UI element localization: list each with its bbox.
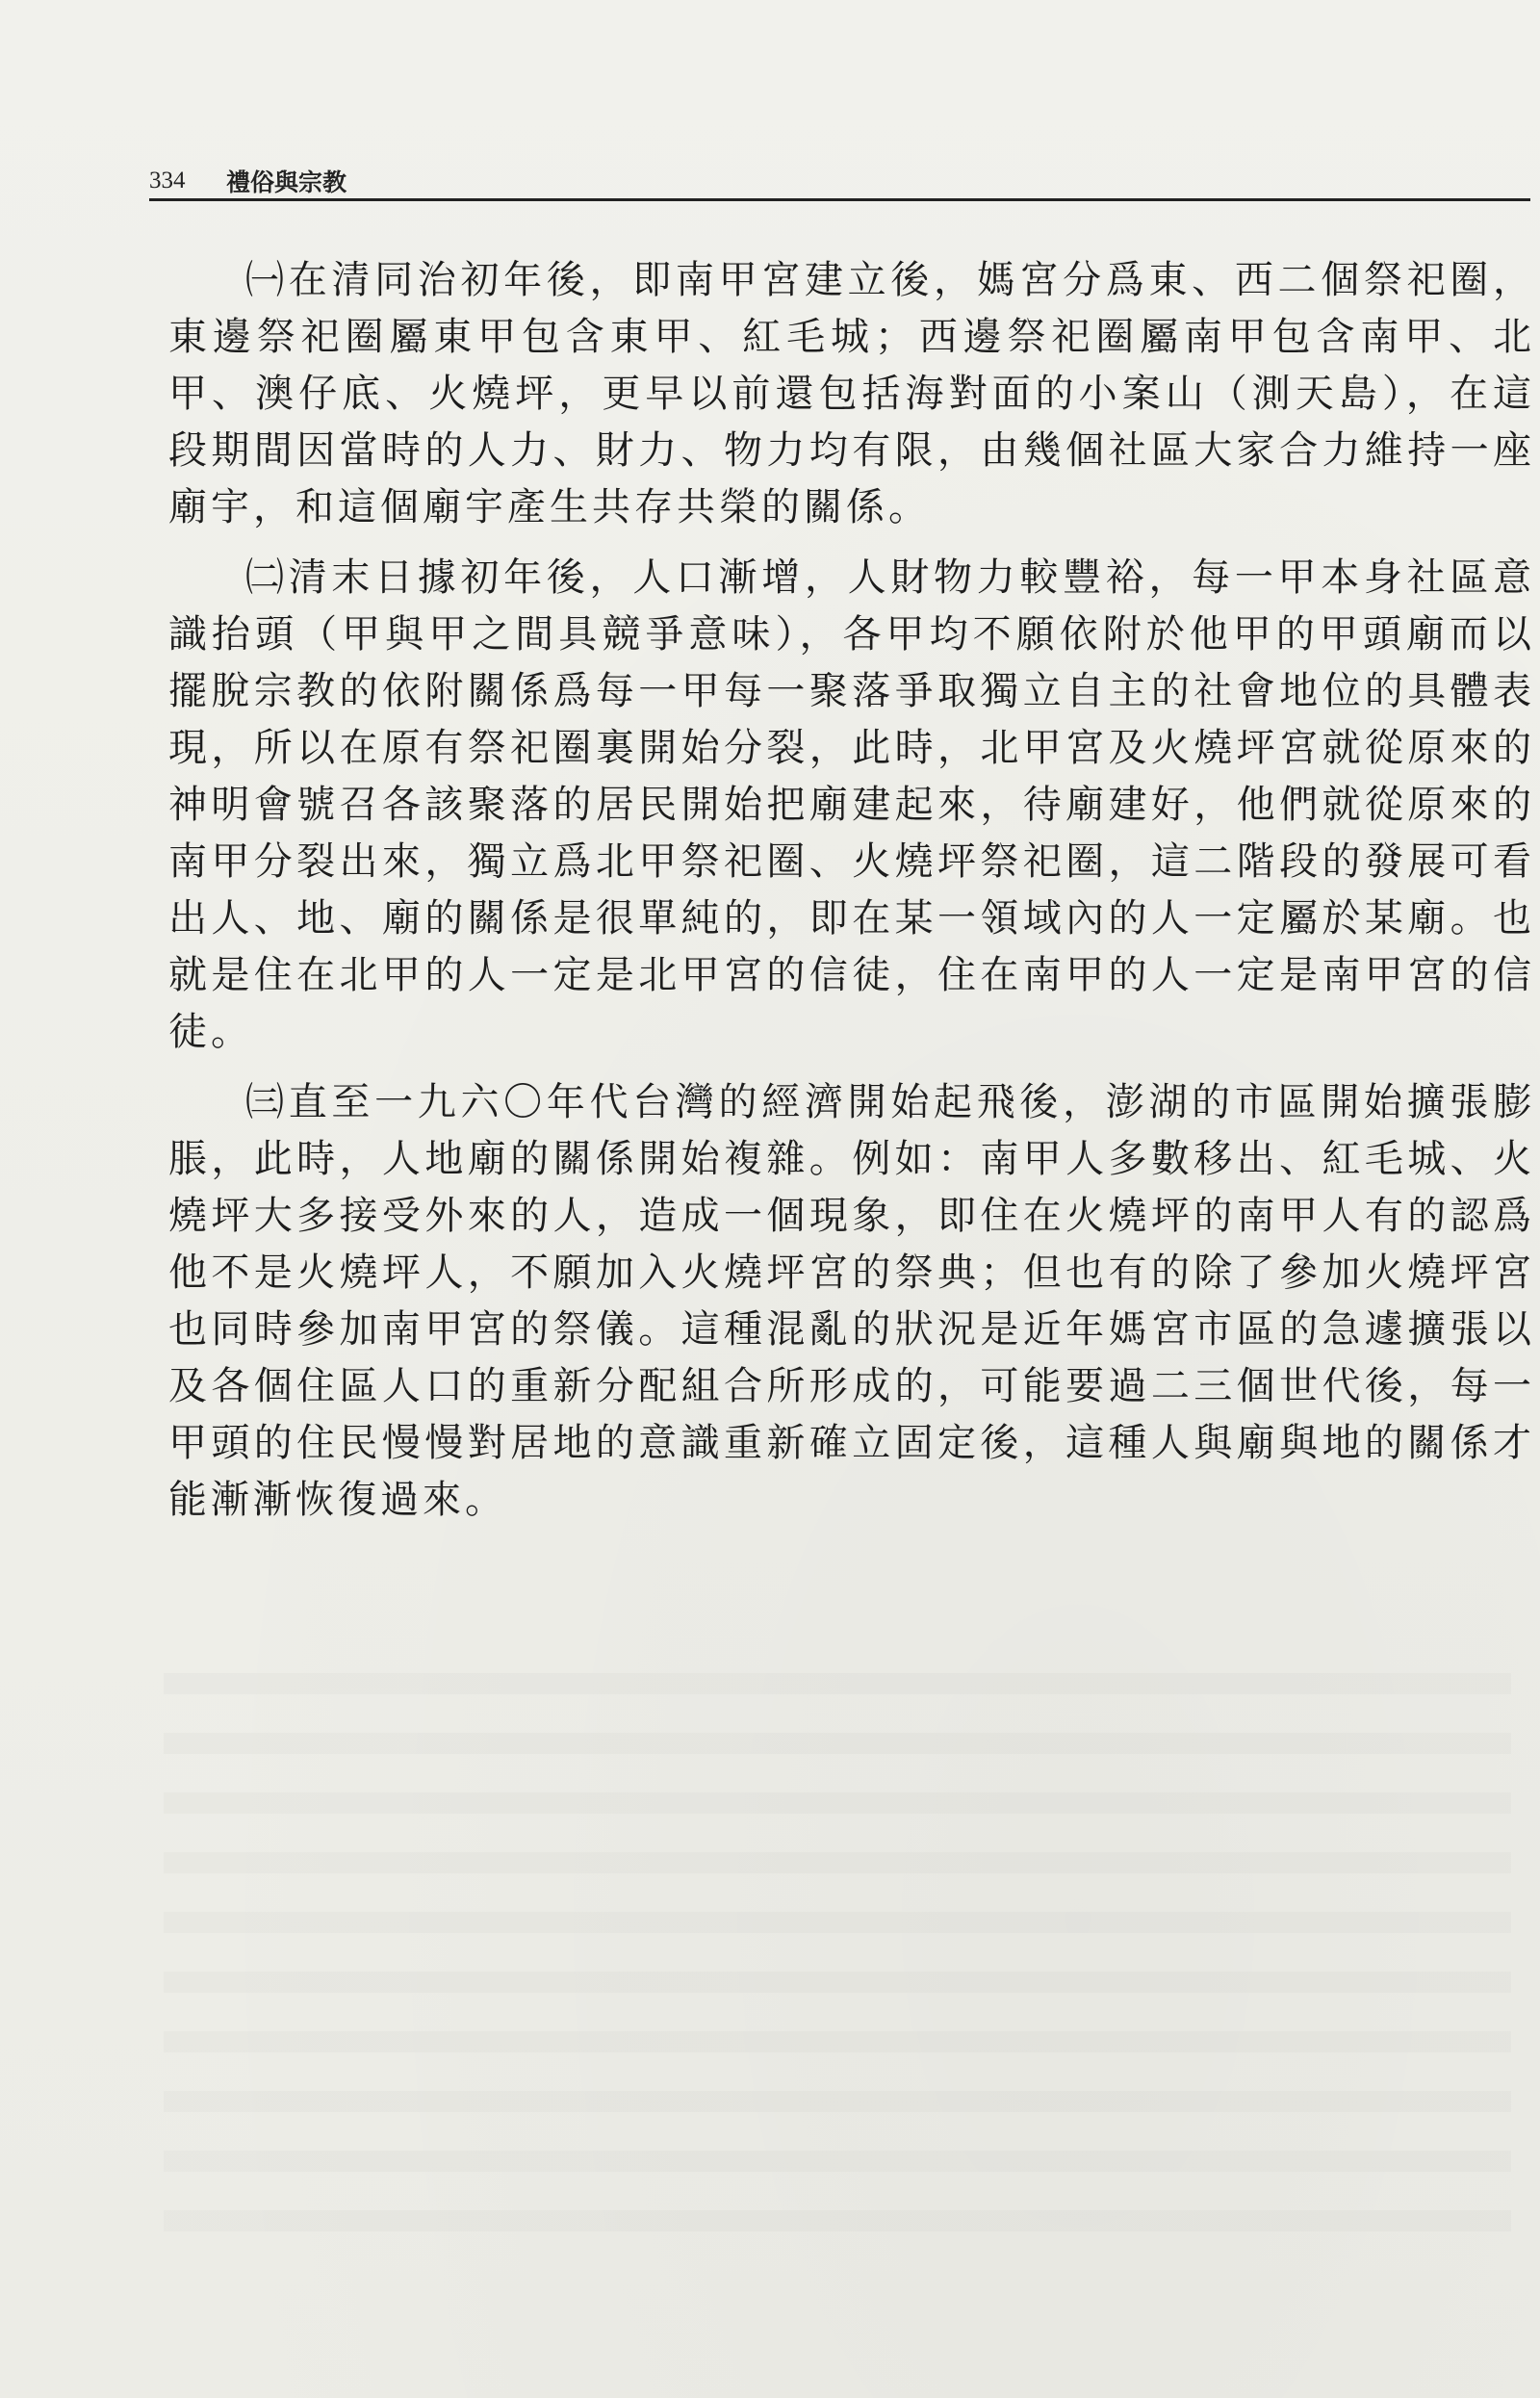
running-title: 禮俗與宗教	[226, 168, 347, 196]
paragraph-2: ㈡清末日據初年後，人口漸增，人財物力較豐裕，每一甲本身社區意識抬頭（甲與甲之間具競爭意味），各甲均不願依附於他甲的甲頭廟而以擺脫宗教的依附關係爲每一甲每一聚落爭取獨立自主的社會地位的具體表現，所以在原有祭祀圈裏開始分裂，此時，北甲宮及火燒坪宮就從原來的神明會號召各該聚落的居民開始把廟建起來，待廟建好，他們就從原來的南甲分裂出來，獨立爲北甲祭祀圈、火燒坪祭祀圈，這二階段的發展可看出人、地、廟的關係是很單純的，即在某一領域內的人一定屬於某廟。也就是住在北甲的人一定是北甲宮的信徒，住在南甲的人一定是南甲宮的信徒。	[168, 555, 1535, 1054]
page-number: 334	[149, 168, 186, 193]
body-text	[168, 252, 1535, 1542]
paragraph-1: ㈠在清同治初年後，即南甲宮建立後，媽宮分爲東、西二個祭祀圈，東邊祭祀圈屬東甲包含東甲、紅毛城；西邊祭祀圈屬南甲包含南甲、北甲、澳仔底、火燒坪，更早以前還包括海對面的小案山（測天島），在這段期間因當時的人力、財力、物力均有限，由幾個社區大家合力維持一座廟宇，和這個廟宇產生共存共榮的關係。	[168, 258, 1535, 529]
show-through-texture	[164, 1656, 1511, 2253]
paragraph-3: ㈢直至一九六〇年代台灣的經濟開始起飛後，澎湖的市區開始擴張膨脹，此時，人地廟的關係開始複雜。例如：南甲人多數移出、紅毛城、火燒坪大多接受外來的人，造成一個現象，即住在火燒坪的南甲人有的認爲他不是火燒坪人，不願加入火燒坪宮的祭典；但也有的除了參加火燒坪宮也同時參加南甲宮的祭儀。這種混亂的狀況是近年媽宮市區的急遽擴張以及各個住區人口的重新分配組合所形成的，可能要過二三個世代後，每一甲頭的住民慢慢對居地的意識重新確立固定後，這種人與廟與地的關係才能漸漸恢復過來。	[168, 1080, 1535, 1522]
page-header	[149, 162, 1530, 201]
